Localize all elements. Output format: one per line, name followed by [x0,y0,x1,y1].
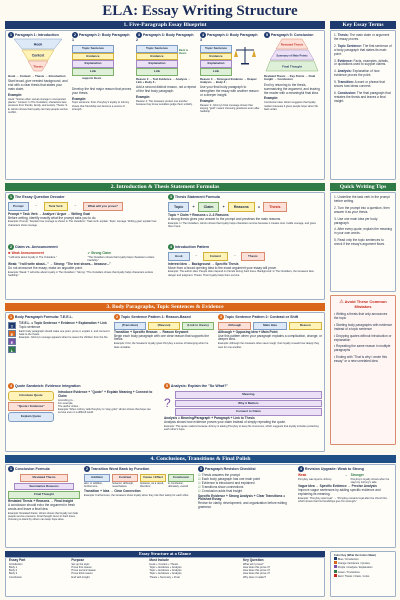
mistakes-panel [330,295,396,445]
intro-flow: Hook → Context → Thesis → Introduction [8,73,66,78]
color-key: Color Key (What the Colors Mean) Blue / Introduction Orange / Evidence / Quotes Purple / Analysis / Explanation Green / Transitions Red / Thesis / Claim / Links [330,551,396,597]
section-3-header: 3. Body Paragraphs, Topic Sentences & Evidence [5,303,325,311]
checklist-item: ☑ Transitions show connections [198,484,244,489]
warning-icon: ⚠ [339,299,344,305]
scale-icon [233,45,257,65]
step-number: 4 [202,33,204,37]
stack-link: Link [136,68,178,76]
tip-item: 4. After every quote, explain the meaning in your own words. [334,227,392,236]
term-item: 4. Analysis: Explanation of how evidence proves the point. [334,69,380,78]
glance-table: Essay Part Introduction Body 1 Body 2 Body 3 Conclusion Purpose Set up the topic Prove first reason Prove second reason Prove third reason End with insight Must Include Hook + Context + Thesis Topic + Evidence + Analysis Topic + Evidence + Analysis Topic + Evidence + Analysis Thesis + Summary + Final Key Question What will I prove? How does this prove it? How does this prove it? How does this prove it? Why does it matter? [5,557,325,597]
funnel-context: Context [31,53,45,58]
p2-description: Develop the first major reason that proves your thesis. [72,86,132,95]
check-icon: ✔ [87,251,91,255]
blueprint-paragraph-3 [136,32,196,106]
quote-sandwich: 4 Quote Sandwich: Evidence Integration Introduce Quote "Quote / Evidence" Explain Quote Introduce Evidence + "Quote" + Explain Meaning + Connect to Claim According to... For example, The author writes... Example: When Johnny tells Ponyboy to "stay gold," Hinton shows that hope can survive even in a difficult world. [8,383,158,422]
mistakes-heading: Avoid These Common Mistakes [344,299,387,310]
example-heading: Example: [200,99,215,104]
topic-pattern-2: 3 Topic Sentence Pattern 2: Contrast or Shift Although Main Idea Reason Although + Opposing Idea + Main Point Use this pattern when your paragraph explains a complication, change, or deeper idea. Example: Although the Greasers often seem tough, their loyalty reveals how deeply they care for one another. [218,314,323,349]
weak-label: ✖ Weak Announcement [8,251,44,255]
p3-example: Reason 2: The Greasers protect one another because they know outsiders judge them unfairly. [136,100,193,107]
p4-chain: Reason 3 → Strongest Evidence → Deeper Analysis → Body 3 ↓ [200,76,257,84]
funnel-thesis: Thesis [33,64,43,69]
term-item: 5. Transition: A word or phrase that shows how ideas connect. [334,80,385,89]
page-title: ELA: Essay Writing Structure [102,3,298,19]
teel-formula: 1 Body Paragraph Formula: T.E.E.L. T E E L T.E.E.L. = Topic Sentence + Evidence + Explanation + Link Topic sentence Each body paragraph should make one point, prove it, explain it, and connect it back to the thesis. Example: Johnny's courage appears when he saves the children from the fire. [10,314,110,353]
section-1-header: 1. Five-Paragraph Essay Blueprint [5,21,325,29]
stack-explanation: Explanation [72,60,114,68]
stack-topic: Topic Sentence [72,45,114,53]
mistake-item: • Writing a thesis that only announces the topic [334,312,388,320]
glance-header: Essay Structure at a Glance [5,551,325,557]
funnel-final-thought: Final Thought [282,64,302,69]
funnel-summary: Summary of Main Points [276,54,308,58]
p4-example: Reason 3: Johnny's final message shows that staying "gold" means choosing goodness even after hardship. [200,103,260,114]
funnel-hook: Hook [33,42,43,47]
stack-topic: Topic Sentence [136,45,178,53]
checkbox-icon: ☑ [198,473,201,477]
step-title: Paragraph 5: Conclusion [270,32,314,37]
intro-example: Hook: "Stories often reveal courage in unexpected places." Context: In The Outsiders, characters face pressure from friends, family, and society. Thesis: S. E. Hinton shows that loyalty can help people survive conflict. [8,98,68,114]
topic-pattern-1: 2 Topic Sentence Pattern 1: Reason-Based (Transition) (Reason) (Link to thesis) Transition + Specific Reason → Reason Keyword Begin each body paragraph with one clear reason that supports the thesis. Example: First, the Greasers' loyalty gives Ponyboy a sense of belonging when he feels unstable. [114,314,214,349]
blueprint-paragraph-1 [8,32,68,114]
swatch-orange [334,561,337,564]
question-decoder: 1 The Essay Question Decoder Prompt → Task Verb → What will you prove? Prompt + Task Verb → Analyze / Argue → Writing Goal Before writing, identify exactly what the prompt asks you to do. Example: Prompt: "Explain how courage is shown in The Outsiders." Task verb: explain. Topic: courage. Writing goal: explain how characters show courage. [8,194,157,227]
stack-explanation: Explanation [136,60,178,68]
checklist-item: ☑ Conclusion adds final insight [198,488,243,493]
checkbox-icon: ☑ [198,480,201,485]
mistake-item: • Dropping quotes without introduction or explanation [334,333,392,342]
step-title: Paragraph 4: Body Paragraph 3 [200,32,258,42]
key-terms-panel [330,30,396,180]
intro-description: Start broad, give needed background, and end with a clear thesis that states your main claim. [8,79,68,92]
blueprint-paragraph-4 [200,32,260,113]
example-heading: Example: [264,96,279,101]
tip-item: 2. Turn the prompt into a question, then answer it as your thesis. [334,205,390,214]
analysis-so-what: 5 Analysis: Explain the "So What?" ? Meaning Why it Matters Connect to Claim Analysis = Meaning/Paragraph + Paragraph + Link to Thesis Analysis shows how evidence proves your claim instead of simply repeating the quote. Example: This quote matters because Johnny is asking Ponyboy to keep his innocence, which suggests that loyalty includes protecting each other's hope. [164,383,322,431]
step-number: 5 [266,33,268,37]
intro-pattern: 4 Introduction Pattern Hook → Context → Thesis Interest Idea → Background → Specific Thesis Move from a broad opening idea to the exact argument your essay will prove. Example: The author idea: People often depend on friends during hard times. Background: In The Outsiders, the Greasers face danger and judgment. Thesis: Their loyalty helps them survive. [168,244,314,277]
stack-link: Link [200,68,232,76]
mistake-item: • Starting body paragraphs with evidence instead of a topic sentence [334,322,393,331]
step-number: 2 [74,33,76,37]
stack-evidence: Evidence [72,53,114,61]
conclusion-formula: 1 Conclusion Formula Restated Thesis Summarize Reasons Final Thought Restated Thesis + Reasons → Final Insight A conclusion should echo the argument in fresh words and leave a final idea. Example: Restated thesis: Hinton shows that loyalty can help people survive pressure. Final thought: Even in hard times, choosing to stand by others can keep hope alive. [8,466,79,521]
swatch-blue [334,557,337,560]
question-icon: ? [164,396,171,411]
stack-topic: Topic Sentence [200,45,232,53]
checkbox-icon: ☑ [198,488,201,493]
intro-funnel-diagram [8,38,68,72]
term-item: 6. Conclusion: The final paragraph that restates the thesis and leaves a final insight. [334,90,391,103]
funnel-restated-thesis: Restated Thesis [280,42,304,47]
p5-chain: Restated Thesis → Key Points → Final Insight → Conclusion [264,73,316,82]
claim-vs-announcement: 2 Claim vs. Announcement ✖ Weak Announcement "I will write about loyalty in The Outsiders." ✔ Strong Claim "The Outsiders shows that loyalty helps characters endure hardship." Weak: "I will write about..." → Strong: "The text shows... because..." Do not announce the essay; make an arguable point. Example: Weak: "I will write about loyalty in The Outsiders." Strong: "The Outsiders shows that loyalty helps characters endure hardship." [8,244,163,277]
revision-checklist: 3 Paragraph Revision Checklist ☑ Thesis answers the prompt ☑ Each body paragraph has one main point ☑ Evidence is introduced and explained ☑ Transitions show connections ☑ Conclusion adds final insight Specific Evidence + Strong Analysis + Clear Transitions = Polished Essay Revise for clarity, development, and organization before editing grammar. [198,466,294,510]
checklist-item: ☑ Thesis answers the prompt [198,473,240,477]
tip-item: 3. Use one main idea per body paragraph. [334,216,378,225]
blueprint-paragraph-5 [264,32,324,111]
quick-tips-panel [330,192,396,292]
checkbox-icon: ☑ [198,476,201,481]
p4-description: Use your final body paragraph to strengthen the essay with another reason or a deeper insight. [200,85,259,98]
step-title: Paragraph 3: Body Paragraph 2 [136,32,194,42]
back-to-thesis-note: Back to thesis [178,48,189,56]
p5-description: End by returning to the thesis, summarizing the argument, and leaving the reader with a meaningful final idea. [264,82,320,95]
section-4-header: 4. Conclusions, Transitions & Final Polish [5,455,396,463]
step-title: Paragraph 2: Body Paragraph 1 [72,32,130,42]
example-heading: Example: [136,95,151,100]
stack-link: Link [72,68,114,76]
supports-thesis-note: supports thesis [82,76,102,80]
swatch-red [334,574,337,577]
checklist-item: ☑ Each body paragraph has one main point [198,476,261,481]
example-heading: Example: [8,93,23,98]
p3-chain: Reason 2 → Text Evidence → Analysis → Link + Body 3 ↓ [136,76,191,84]
mistake-item: • Ending with "That is why I wrote this essay" or a new unrelated idea [334,355,387,364]
transition-word-bank: 2 Transition Word Bank by Function Addition also, in addition, furthermore Contrast however, although, nevertheless Cause / Effect because, as a result, therefore Conclusion in conclusion, ultimately, overall Transition + Idea → Clear Connection Example: Furthermore, the Greasers show loyalty when they risk their safety for each other. [84,466,194,497]
mistake-item: • Repeating the same reason in multiple paragraphs [334,344,391,353]
blueprint-paragraph-2 [72,32,132,111]
stack-evidence: Evidence [136,53,178,61]
p3-description: Add a second distinct reason, not a repeat of the first body paragraph. [136,85,196,94]
stack-evidence: Evidence [200,53,232,61]
tip-item: 5. Read only the topic sentences to check if the essay's argument flows. [334,238,385,247]
stack-explanation: Explanation [200,60,232,68]
p2-example: Topic sentence: First, Ponyboy's loyalty to Johnny shows that friendship can become a source of strength. [72,101,130,111]
key-terms-header: Key Essay Terms [330,21,396,29]
x-icon: ✖ [8,251,11,255]
checkbox-icon: ☑ [198,484,201,489]
thesis-formula: 3 Thesis Statement Formula Topic + Claim + Reasons = Thesis Topic + Claim + Reasons = 2–3 Reasons A strong thesis gives your answer to the prompt and previews the main reasons. Example: In The Outsiders, Hinton shows that loyalty helps characters survive because it creates trust, builds courage, and gives them hope. [168,194,316,229]
tip-item: 1. Underline the task verb in the prompt before writing. [334,195,390,203]
quick-tips-header: Quick Writing Tips [330,183,396,191]
step-number: 3 [138,33,140,37]
swatch-purple [334,565,337,568]
term-item: 3. Evidence: Facts, examples, details, or quotations used to support claims. [334,58,389,67]
conclusion-funnel-diagram [264,38,320,72]
strong-label: ✔ Strong Claim [87,251,111,255]
revision-upgrade: 4 Revision Upgrade: Weak to Strong Weak Ponyboy was loyal to Johnny. → Stronger Ponyboy's loyalty shows when he stays by Johnny's side. Vague Idea → Specific Evidence → Precise Analysis Improve vague sentences by adding specific evidence and explaining its meaning. Example: "Ponyboy was loyal" → "Ponyboy remains loyal after the church fire, which shows that his friendships give him strength." [298,466,390,504]
step-number: 1 [10,33,12,37]
p5-example: Conclusion idea: Hinton suggests that loyalty matters because it gives people hope when life feels unfair. [264,101,318,111]
decoder-goal: What will you prove? [83,202,123,211]
decoder-prompt: Prompt [8,202,29,211]
checklist-item: ☑ Evidence is introduced and explained [198,480,255,485]
step-title: Paragraph 1: Introduction [14,32,59,37]
example-heading: Example: [72,96,87,101]
term-item: 1. Thesis: The main claim or argument the essay proves. [334,33,390,41]
section-2-header: 2. Introduction & Thesis Statement Formulas [5,183,325,191]
decoder-task-verb: Task Verb [44,202,68,211]
swatch-green [334,570,337,573]
term-item: 2. Topic Sentence: The first sentence of a body paragraph that states its main point. [334,43,392,56]
